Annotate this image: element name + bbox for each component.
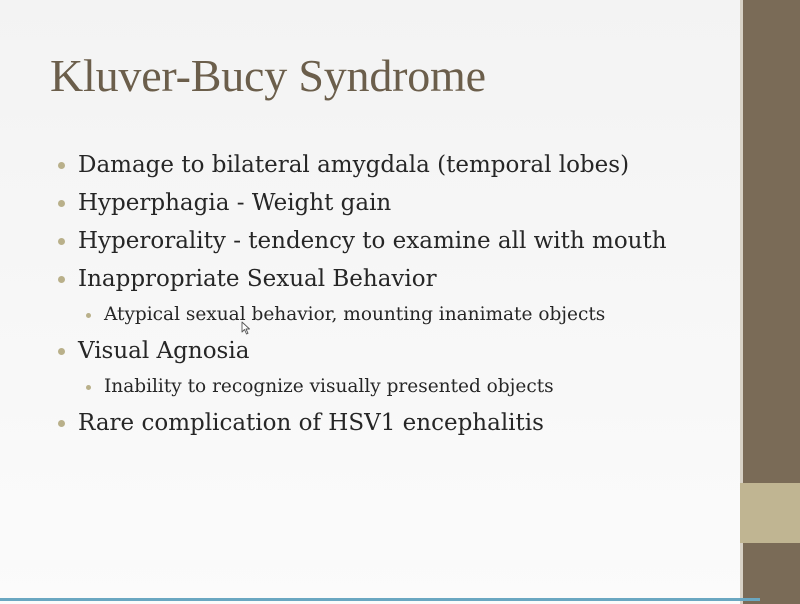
- bottom-rule: [0, 598, 760, 601]
- bullet-list: [56, 146, 726, 442]
- sub-bullet-dot-icon: [86, 313, 91, 318]
- sub-bullet-dot-icon: [86, 385, 91, 390]
- bullet-text: Hyperorality - tendency to examine all with mouth: [78, 228, 667, 254]
- bullet-dot-icon: [58, 420, 65, 427]
- bullet-item: [56, 332, 726, 370]
- bullet-dot-icon: [58, 200, 65, 207]
- bullet-text: Visual Agnosia: [78, 338, 250, 364]
- sub-bullet-text: Atypical sexual behavior, mounting inanimate objects: [104, 304, 606, 325]
- slide-title: Kluver-Bucy Syndrome: [50, 50, 486, 101]
- sub-bullet-item: [56, 370, 726, 404]
- sub-bullet-text: Inability to recognize visually presented objects: [104, 376, 554, 397]
- bullet-item: [56, 146, 726, 184]
- bullet-item: [56, 222, 726, 260]
- bullet-item: [56, 184, 726, 222]
- bullet-dot-icon: [58, 238, 65, 245]
- bullet-item: [56, 404, 726, 442]
- mouse-pointer-icon: [241, 321, 251, 335]
- bullet-item: [56, 260, 726, 298]
- sub-bullet-item: [56, 298, 726, 332]
- bullet-dot-icon: [58, 348, 65, 355]
- bullet-dot-icon: [58, 162, 65, 169]
- sidebar-accent-block: [740, 483, 800, 543]
- bullet-dot-icon: [58, 276, 65, 283]
- bullet-text: Damage to bilateral amygdala (temporal lobes): [78, 152, 630, 178]
- bullet-text: Hyperphagia - Weight gain: [78, 190, 392, 216]
- bullet-text: Inappropriate Sexual Behavior: [78, 266, 437, 292]
- bullet-text: Rare complication of HSV1 encephalitis: [78, 410, 544, 436]
